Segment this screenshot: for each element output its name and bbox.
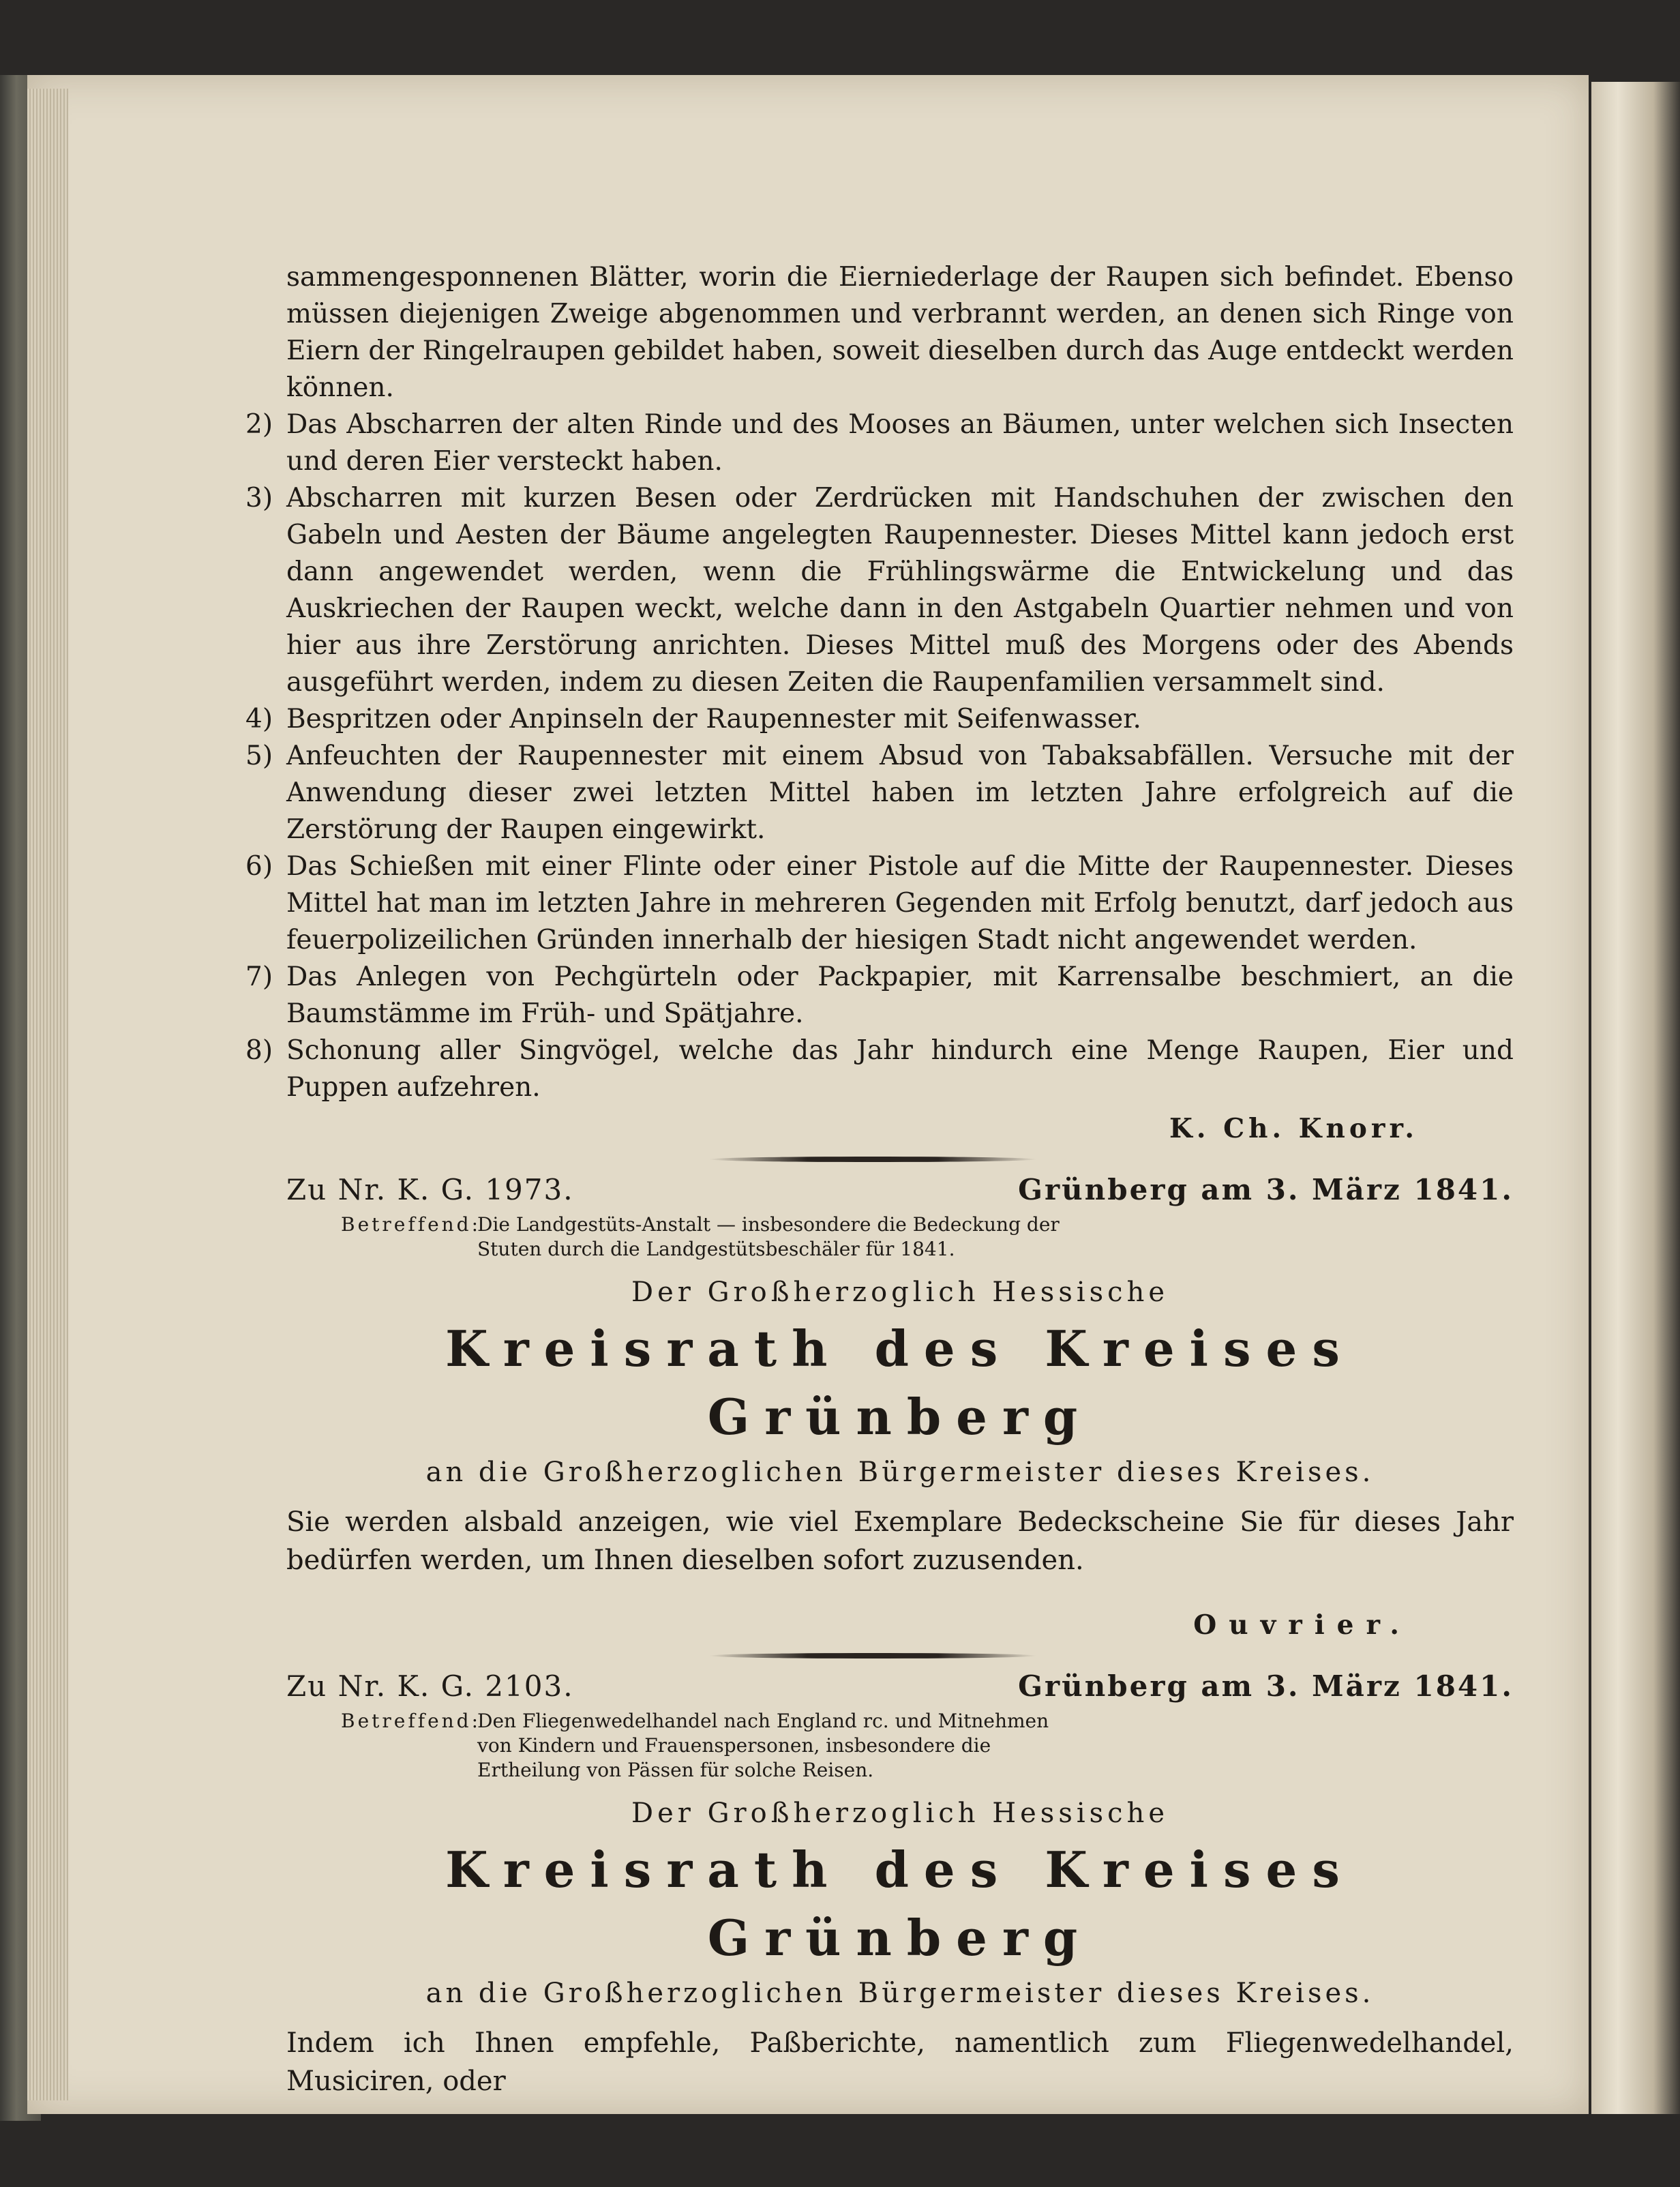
divider xyxy=(709,1653,1036,1658)
item-text: Das Schießen mit einer Flinte oder einer Pistole auf die Mitte der Raupennester. Dieses Mittel hat man im letzten Jahre in mehreren Gegenden mit Erfolg benutzt, darf jedoch aus feuerpolizeilichen Gründen innerhalb der hiesigen Stadt nicht angewendet werden. xyxy=(286,851,1514,955)
signature: Ouvrier. xyxy=(1193,1609,1411,1641)
concern-text: Den Fliegenwedelhandel nach England rc. und Mitnehmen von Kindern und Frauenspersonen, insbesondere die Ertheilung von Pässen für solche Reisen. xyxy=(477,1710,1049,1781)
measures-list xyxy=(245,406,1514,1106)
item-text: Bespritzen oder Anpinseln der Raupennester mit Seifenwasser. xyxy=(286,704,1141,734)
book-edge-right xyxy=(1591,82,1680,2114)
issuer-line-1: Der Großherzoglich Hessische xyxy=(631,1277,1169,1308)
item-text: Das Abscharren der alten Rinde und des Mooses an Bäumen, unter welchen sich Insecten und deren Eier versteckt haben. xyxy=(286,409,1514,477)
concern-label: Betreffend: xyxy=(341,1710,481,1732)
item-text: Schonung aller Singvögel, welche das Jahr hindurch eine Menge Raupen, Eier und Puppen aufzehren. xyxy=(286,1035,1514,1103)
signature: K. Ch. Knorr. xyxy=(1169,1113,1418,1144)
page-content xyxy=(245,259,1514,2128)
reference-number: Zu Nr. K. G. 1973. xyxy=(286,1173,574,1206)
page-leaves xyxy=(27,89,68,2100)
notice-body: Sie werden alsbald anzeigen, wie viel Exemplare Bedeckscheine Sie für dieses Jahr bedürfen werden, um Ihnen dieselben sofort zuzusenden. xyxy=(286,1506,1514,1576)
addressee-line: an die Großherzoglichen Bürgermeister dieses Kreises. xyxy=(425,1457,1375,1488)
concern-label: Betreffend: xyxy=(341,1213,481,1236)
item-number: 2) xyxy=(245,409,273,440)
issuer-line-1: Der Großherzoglich Hessische xyxy=(631,1798,1169,1829)
list-item xyxy=(245,738,1514,848)
item-number: 3) xyxy=(245,483,273,514)
concern-block xyxy=(341,1709,1514,1783)
item-number: 8) xyxy=(245,1035,273,1066)
place-date: Grünberg am 3. März 1841. xyxy=(1018,1173,1514,1206)
list-item xyxy=(245,701,1514,738)
divider xyxy=(709,1157,1036,1162)
list-item xyxy=(245,406,1514,480)
issuer-heading: Kreisrath des Kreises Grünberg xyxy=(445,1841,1355,1967)
addressee-line: an die Großherzoglichen Bürgermeister dieses Kreises. xyxy=(425,1978,1375,2009)
reference-row xyxy=(286,1172,1514,1208)
list-item xyxy=(245,959,1514,1032)
place-date: Grünberg am 3. März 1841. xyxy=(1018,1669,1514,1703)
item-number: 7) xyxy=(245,962,273,992)
list-item xyxy=(245,848,1514,959)
item-number: 5) xyxy=(245,741,273,771)
notice-body: Indem ich Ihnen empfehle, Paßberichte, namentlich zum Fliegenwedelhandel, Musiciren, oder xyxy=(286,2027,1514,2097)
item-text: Abscharren mit kurzen Besen oder Zerdrücken mit Handschuhen der zwischen den Gabeln und Aesten der Bäume angelegten Raupennester. Dieses Mittel kann jedoch erst dann angewendet werden, wenn die Frühlingswärme die Entwickelung und das Auskriechen der Raupen weckt, welche dann in den Astgabeln Quartier nehmen und von hier aus ihre Zerstörung anrichten. Dieses Mittel muß des Morgens oder des Abends ausgeführt werden, indem zu diesen Zeiten die Raupenfamilien versammelt sind. xyxy=(286,483,1514,698)
item-number: 4) xyxy=(245,704,273,734)
concern-block xyxy=(341,1212,1514,1262)
item-text: Anfeuchten der Raupennester mit einem Absud von Tabaksabfällen. Versuche mit der Anwendung dieser zwei letzten Mittel haben im letzten Jahre erfolgreich auf die Zerstörung der Raupen eingewirkt. xyxy=(286,741,1514,845)
list-item xyxy=(245,1032,1514,1106)
reference-number: Zu Nr. K. G. 2103. xyxy=(286,1669,574,1703)
issuer-heading: Kreisrath des Kreises Grünberg xyxy=(445,1320,1355,1446)
list-item xyxy=(245,480,1514,701)
intro-paragraph: sammengesponnenen Blätter, worin die Eierniederlage der Raupen sich befindet. Ebenso müssen diejenigen Zweige abgenommen und verbrannt werden, an denen sich Ringe von Eiern der Ringelraupen gebildet haben, soweit dieselben durch das Auge entdeckt werden können. xyxy=(286,262,1514,403)
item-text: Das Anlegen von Pechgürteln oder Packpapier, mit Karrensalbe beschmiert, an die Baumstämme im Früh- und Spätjahre. xyxy=(286,962,1514,1029)
reference-row xyxy=(286,1668,1514,1705)
concern-text: Die Landgestüts-Anstalt — insbesondere die Bedeckung der Stuten durch die Landgestütsbeschäler für 1841. xyxy=(477,1213,1060,1260)
item-number: 6) xyxy=(245,851,273,882)
